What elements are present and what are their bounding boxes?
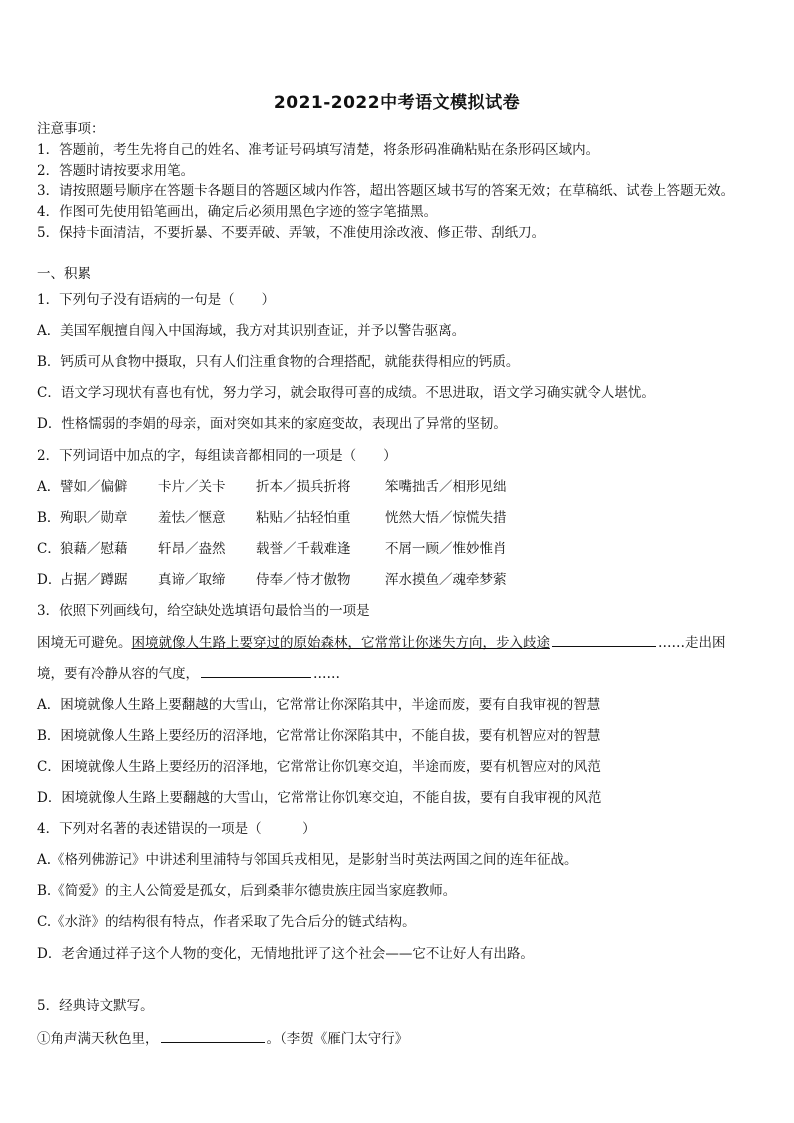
passage-text: 境，要有冷静从容的气度，	[37, 666, 199, 682]
word-pair: 折本／损兵折将	[256, 479, 351, 495]
fill-blank[interactable]	[161, 1029, 265, 1043]
question-3-stem: 3．依照下列画线句，给空缺处选填语句最恰当的一项是	[37, 603, 370, 619]
passage-text: ……	[313, 666, 340, 682]
question-3-option-b: B．困境就像人生路上要经历的沼泽地，它常常让你深陷其中，不能自拔，要有机智应对的智慧	[37, 728, 601, 744]
question-3-passage-line-1	[37, 633, 726, 652]
word-pair: 譬如／偏僻	[60, 479, 128, 495]
word-pair: 真谛／取缔	[158, 572, 226, 588]
option-label: B．	[37, 510, 61, 526]
word-pair: 羞怯／惬意	[158, 510, 226, 526]
fill-blank[interactable]	[552, 633, 656, 647]
word-pair: 不屑一顾／惟妙惟肖	[385, 541, 507, 557]
word-pair: 载誉／千载难逢	[256, 541, 351, 557]
question-4-option-c: C.《水浒》的结构很有特点，作者采取了先合后分的链式结构。	[37, 914, 416, 930]
word-pair: 占据／蹲踞	[60, 572, 128, 588]
question-1-option-c: C．语文学习现状有喜也有忧，努力学习，就会取得可喜的成绩。不思进取，语文学习确实就令人堪忧。	[37, 385, 655, 401]
question-5-stem: 5．经典诗文默写。	[37, 998, 154, 1014]
passage-text: 困境无可避免。	[37, 635, 132, 651]
question-3-option-c: C．困境就像人生路上要经历的沼泽地，它常常让你饥寒交迫，半途而废，要有机智应对的风范	[37, 759, 601, 775]
word-pair: 笨嘴拙舌／相形见绌	[385, 479, 507, 495]
question-2-option-b	[37, 509, 507, 527]
word-pair: 浑水摸鱼／魂牵梦萦	[385, 572, 507, 588]
notice-item: 5．保持卡面清洁，不要折暴、不要弄破、弄皱，不准使用涂改液、修正带、刮纸刀。	[37, 225, 546, 241]
passage-text: ……走出困	[658, 635, 726, 651]
question-5-item-1	[37, 1029, 408, 1048]
word-pair: 轩昂／盎然	[158, 541, 226, 557]
word-pair: 恍然大悟／惊慌失措	[385, 510, 507, 526]
question-2-stem: 2．下列词语中加点的字，每组读音都相同的一项是（ ）	[37, 448, 397, 464]
option-label: A．	[37, 479, 61, 495]
question-2-option-c	[37, 540, 507, 558]
fill-blank[interactable]	[201, 664, 311, 678]
word-pair: 殉职／勋章	[60, 510, 128, 526]
word-pair: 侍奉／恃才傲物	[256, 572, 351, 588]
question-1-stem: 1．下列句子没有语病的一句是（ ）	[37, 292, 276, 308]
notice-item: 4．作图可先使用铅笔画出，确定后必须用黑色字迹的签字笔描黑。	[37, 204, 438, 220]
option-label: D．	[37, 572, 62, 588]
question-4-option-d: D．老舍通过祥子这个人物的变化，无情地批评了这个社会——它不让好人有出路。	[37, 946, 534, 962]
question-1-option-d: D．性格懦弱的李娟的母亲，面对突如其来的家庭变故，表现出了异常的坚韧。	[37, 416, 507, 432]
question-1-option-b: B．钙质可从食物中摄取，只有人们注重食物的合理搭配，就能获得相应的钙质。	[37, 354, 520, 370]
notice-heading: 注意事项：	[37, 121, 105, 137]
question-2-option-d	[37, 571, 507, 589]
question-3-passage-line-2	[37, 664, 340, 683]
underlined-sentence: 困境就像人生路上要穿过的原始森林，它常常让你迷失方向，步入歧途	[131, 635, 550, 651]
question-2-option-a	[37, 478, 507, 496]
word-pair: 卡片／关卡	[158, 479, 226, 495]
question-4-option-a: A.《格列佛游记》中讲述利里浦特与邻国兵戎相见，是影射当时英法两国之间的连年征战。	[37, 852, 578, 868]
notice-item: 3．请按照题号顺序在答题卡各题目的答题区域内作答，超出答题区域书写的答案无效；在草稿纸、试卷上答题无效。	[37, 183, 735, 199]
section-heading: 一、积累	[37, 266, 91, 282]
question-3-option-d: D．困境就像人生路上要翻越的大雪山，它常常让你饥寒交迫，不能自拔，要有自我审视的风范	[37, 790, 602, 806]
question-4-option-b: B.《简爱》的主人公简爱是孤女，后到桑菲尔德贵族庄园当家庭教师。	[37, 883, 457, 899]
word-pair: 狼藉／慰藉	[60, 541, 128, 557]
question-3-option-a: A．困境就像人生路上要翻越的大雪山，它常常让你深陷其中，半途而废，要有自我审视的智慧	[37, 697, 601, 713]
notice-item: 2．答题时请按要求用笔。	[37, 163, 195, 179]
question-1-option-a: A．美国军舰擅自闯入中国海域，我方对其识别查证，并予以警告驱离。	[37, 323, 466, 339]
question-4-stem: 4．下列对名著的表述错误的一项是（ ）	[37, 821, 316, 837]
word-pair: 粘贴／拈轻怕重	[256, 510, 351, 526]
option-label: C．	[37, 541, 61, 557]
page-title: 2021-2022中考语文模拟试卷	[273, 93, 521, 113]
poem-line: ①角声满天秋色里，	[37, 1031, 159, 1047]
poem-source: 。（李贺《雁门太守行》	[266, 1031, 409, 1047]
notice-item: 1．答题前，考生先将自己的姓名、准考证号码填写清楚，将条形码准确粘贴在条形码区域内。	[37, 142, 600, 158]
